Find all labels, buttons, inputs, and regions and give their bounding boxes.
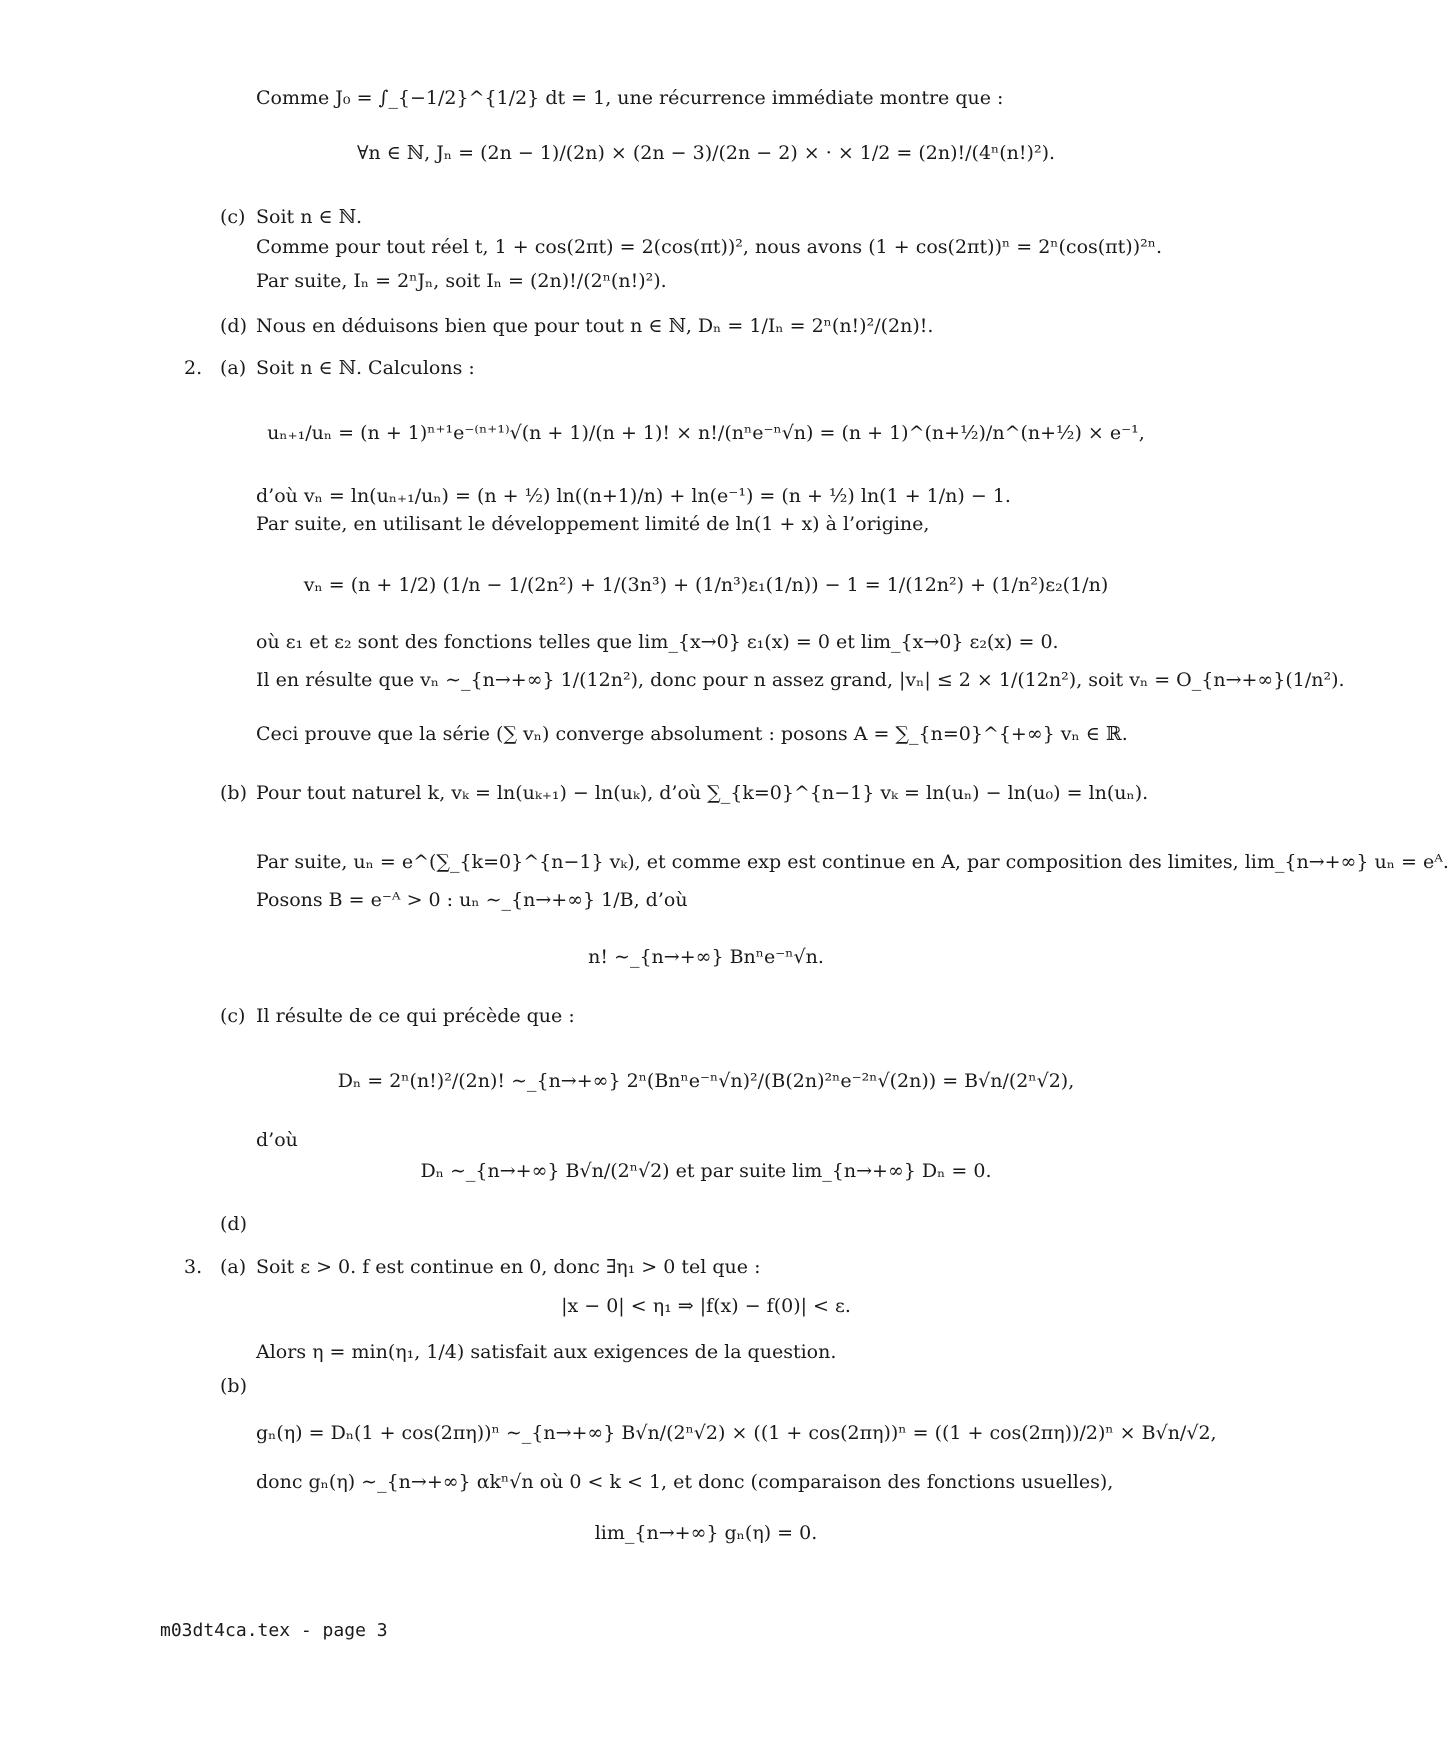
- display-equation: |x − 0| < η₁ ⇒ |f(x) − f(0)| < ε.: [561, 1295, 851, 1317]
- item-label: (d): [220, 1213, 247, 1235]
- text-line: Alors η = min(η₁, 1/4) satisfait aux exigences de la question.: [256, 1341, 837, 1363]
- text-line: Soit n ∈ ℕ. Calculons :: [256, 357, 475, 379]
- text-line: Par suite, Iₙ = 2ⁿJₙ, soit Iₙ = (2n)!/(2ⁿ(n!)²).: [256, 270, 667, 292]
- item-label: (b): [220, 1375, 247, 1397]
- display-equation: uₙ₊₁/uₙ = (n + 1)ⁿ⁺¹e⁻⁽ⁿ⁺¹⁾√(n + 1)/(n + 1)! × n!/(nⁿe⁻ⁿ√n) = (n + 1)^(n+½)/n^(n+½) × e⁻¹,: [267, 422, 1145, 444]
- display-equation: n! ∼_{n→+∞} Bnⁿe⁻ⁿ√n.: [588, 946, 824, 968]
- item-label: (c): [220, 206, 246, 228]
- text-line: où ε₁ et ε₂ sont des fonctions telles que lim_{x→0} ε₁(x) = 0 et lim_{x→0} ε₂(x) = 0.: [256, 631, 1059, 653]
- text-line: Soit ε > 0. f est continue en 0, donc ∃η₁ > 0 tel que :: [256, 1256, 761, 1278]
- text-line: Ceci prouve que la série (∑ vₙ) converge absolument : posons A = ∑_{n=0}^{+∞} vₙ ∈ ℝ.: [256, 723, 1128, 745]
- text-line: d’où: [256, 1129, 298, 1151]
- text-line: Nous en déduisons bien que pour tout n ∈ ℕ, Dₙ = 1/Iₙ = 2ⁿ(n!)²/(2n)!.: [256, 315, 934, 337]
- display-equation: Dₙ = 2ⁿ(n!)²/(2n)! ∼_{n→+∞} 2ⁿ(Bnⁿe⁻ⁿ√n)²/(B(2n)²ⁿe⁻²ⁿ√(2n)) = B√n/(2ⁿ√2),: [337, 1070, 1075, 1092]
- question-number: 2.: [184, 357, 203, 379]
- question-number: 3.: [184, 1256, 203, 1278]
- page-footer: m03dt4ca.tex - page 3: [160, 1620, 388, 1641]
- item-label: (a): [220, 357, 247, 379]
- text-line: Comme J₀ = ∫_{−1/2}^{1/2} dt = 1, une récurrence immédiate montre que :: [256, 87, 1004, 109]
- display-equation: vₙ = (n + 1/2) (1/n − 1/(2n²) + 1/(3n³) + (1/n³)ε₁(1/n)) − 1 = 1/(12n²) + (1/n²)ε₂(1/n): [303, 574, 1109, 596]
- item-label: (a): [220, 1256, 247, 1278]
- text-line: d’où vₙ = ln(uₙ₊₁/uₙ) = (n + ½) ln((n+1)/n) + ln(e⁻¹) = (n + ½) ln(1 + 1/n) − 1.: [256, 485, 1011, 507]
- item-label: (c): [220, 1005, 246, 1027]
- text-line: Posons B = e⁻ᴬ > 0 : uₙ ∼_{n→+∞} 1/B, d’où: [256, 889, 688, 911]
- display-equation: lim_{n→+∞} gₙ(η) = 0.: [594, 1522, 818, 1544]
- text-line: Il en résulte que vₙ ∼_{n→+∞} 1/(12n²), donc pour n assez grand, |vₙ| ≤ 2 × 1/(12n²), soit vₙ = O_{n→+∞}(1/n²).: [256, 669, 1345, 691]
- text-line: Soit n ∈ ℕ.: [256, 206, 362, 228]
- display-equation: gₙ(η) = Dₙ(1 + cos(2πη))ⁿ ∼_{n→+∞} B√n/(2ⁿ√2) × ((1 + cos(2πη))ⁿ = ((1 + cos(2πη))/2)ⁿ × B√n/√2,: [256, 1422, 1217, 1444]
- text-line: Comme pour tout réel t, 1 + cos(2πt) = 2(cos(πt))², nous avons (1 + cos(2πt))ⁿ = 2ⁿ(cos(πt))²ⁿ.: [256, 236, 1162, 258]
- item-label: (d): [220, 315, 247, 337]
- text-line: donc gₙ(η) ∼_{n→+∞} αkⁿ√n où 0 < k < 1, et donc (comparaison des fonctions usuelles),: [256, 1471, 1114, 1493]
- text-line: Par suite, uₙ = e^(∑_{k=0}^{n−1} vₖ), et comme exp est continue en A, par composition des limites, lim_{n→+∞} uₙ = eᴬ.: [256, 851, 1449, 873]
- text-line: Il résulte de ce qui précède que :: [256, 1005, 575, 1027]
- display-equation: Dₙ ∼_{n→+∞} B√n/(2ⁿ√2) et par suite lim_{n→+∞} Dₙ = 0.: [420, 1160, 992, 1182]
- item-label: (b): [220, 782, 247, 804]
- text-line: Pour tout naturel k, vₖ = ln(uₖ₊₁) − ln(uₖ), d’où ∑_{k=0}^{n−1} vₖ = ln(uₙ) − ln(u₀) = ln(uₙ).: [256, 782, 1149, 804]
- text-line: Par suite, en utilisant le développement limité de ln(1 + x) à l’origine,: [256, 513, 930, 535]
- display-equation: ∀n ∈ ℕ, Jₙ = (2n − 1)/(2n) × (2n − 3)/(2n − 2) × · × 1/2 = (2n)!/(4ⁿ(n!)²).: [356, 142, 1056, 164]
